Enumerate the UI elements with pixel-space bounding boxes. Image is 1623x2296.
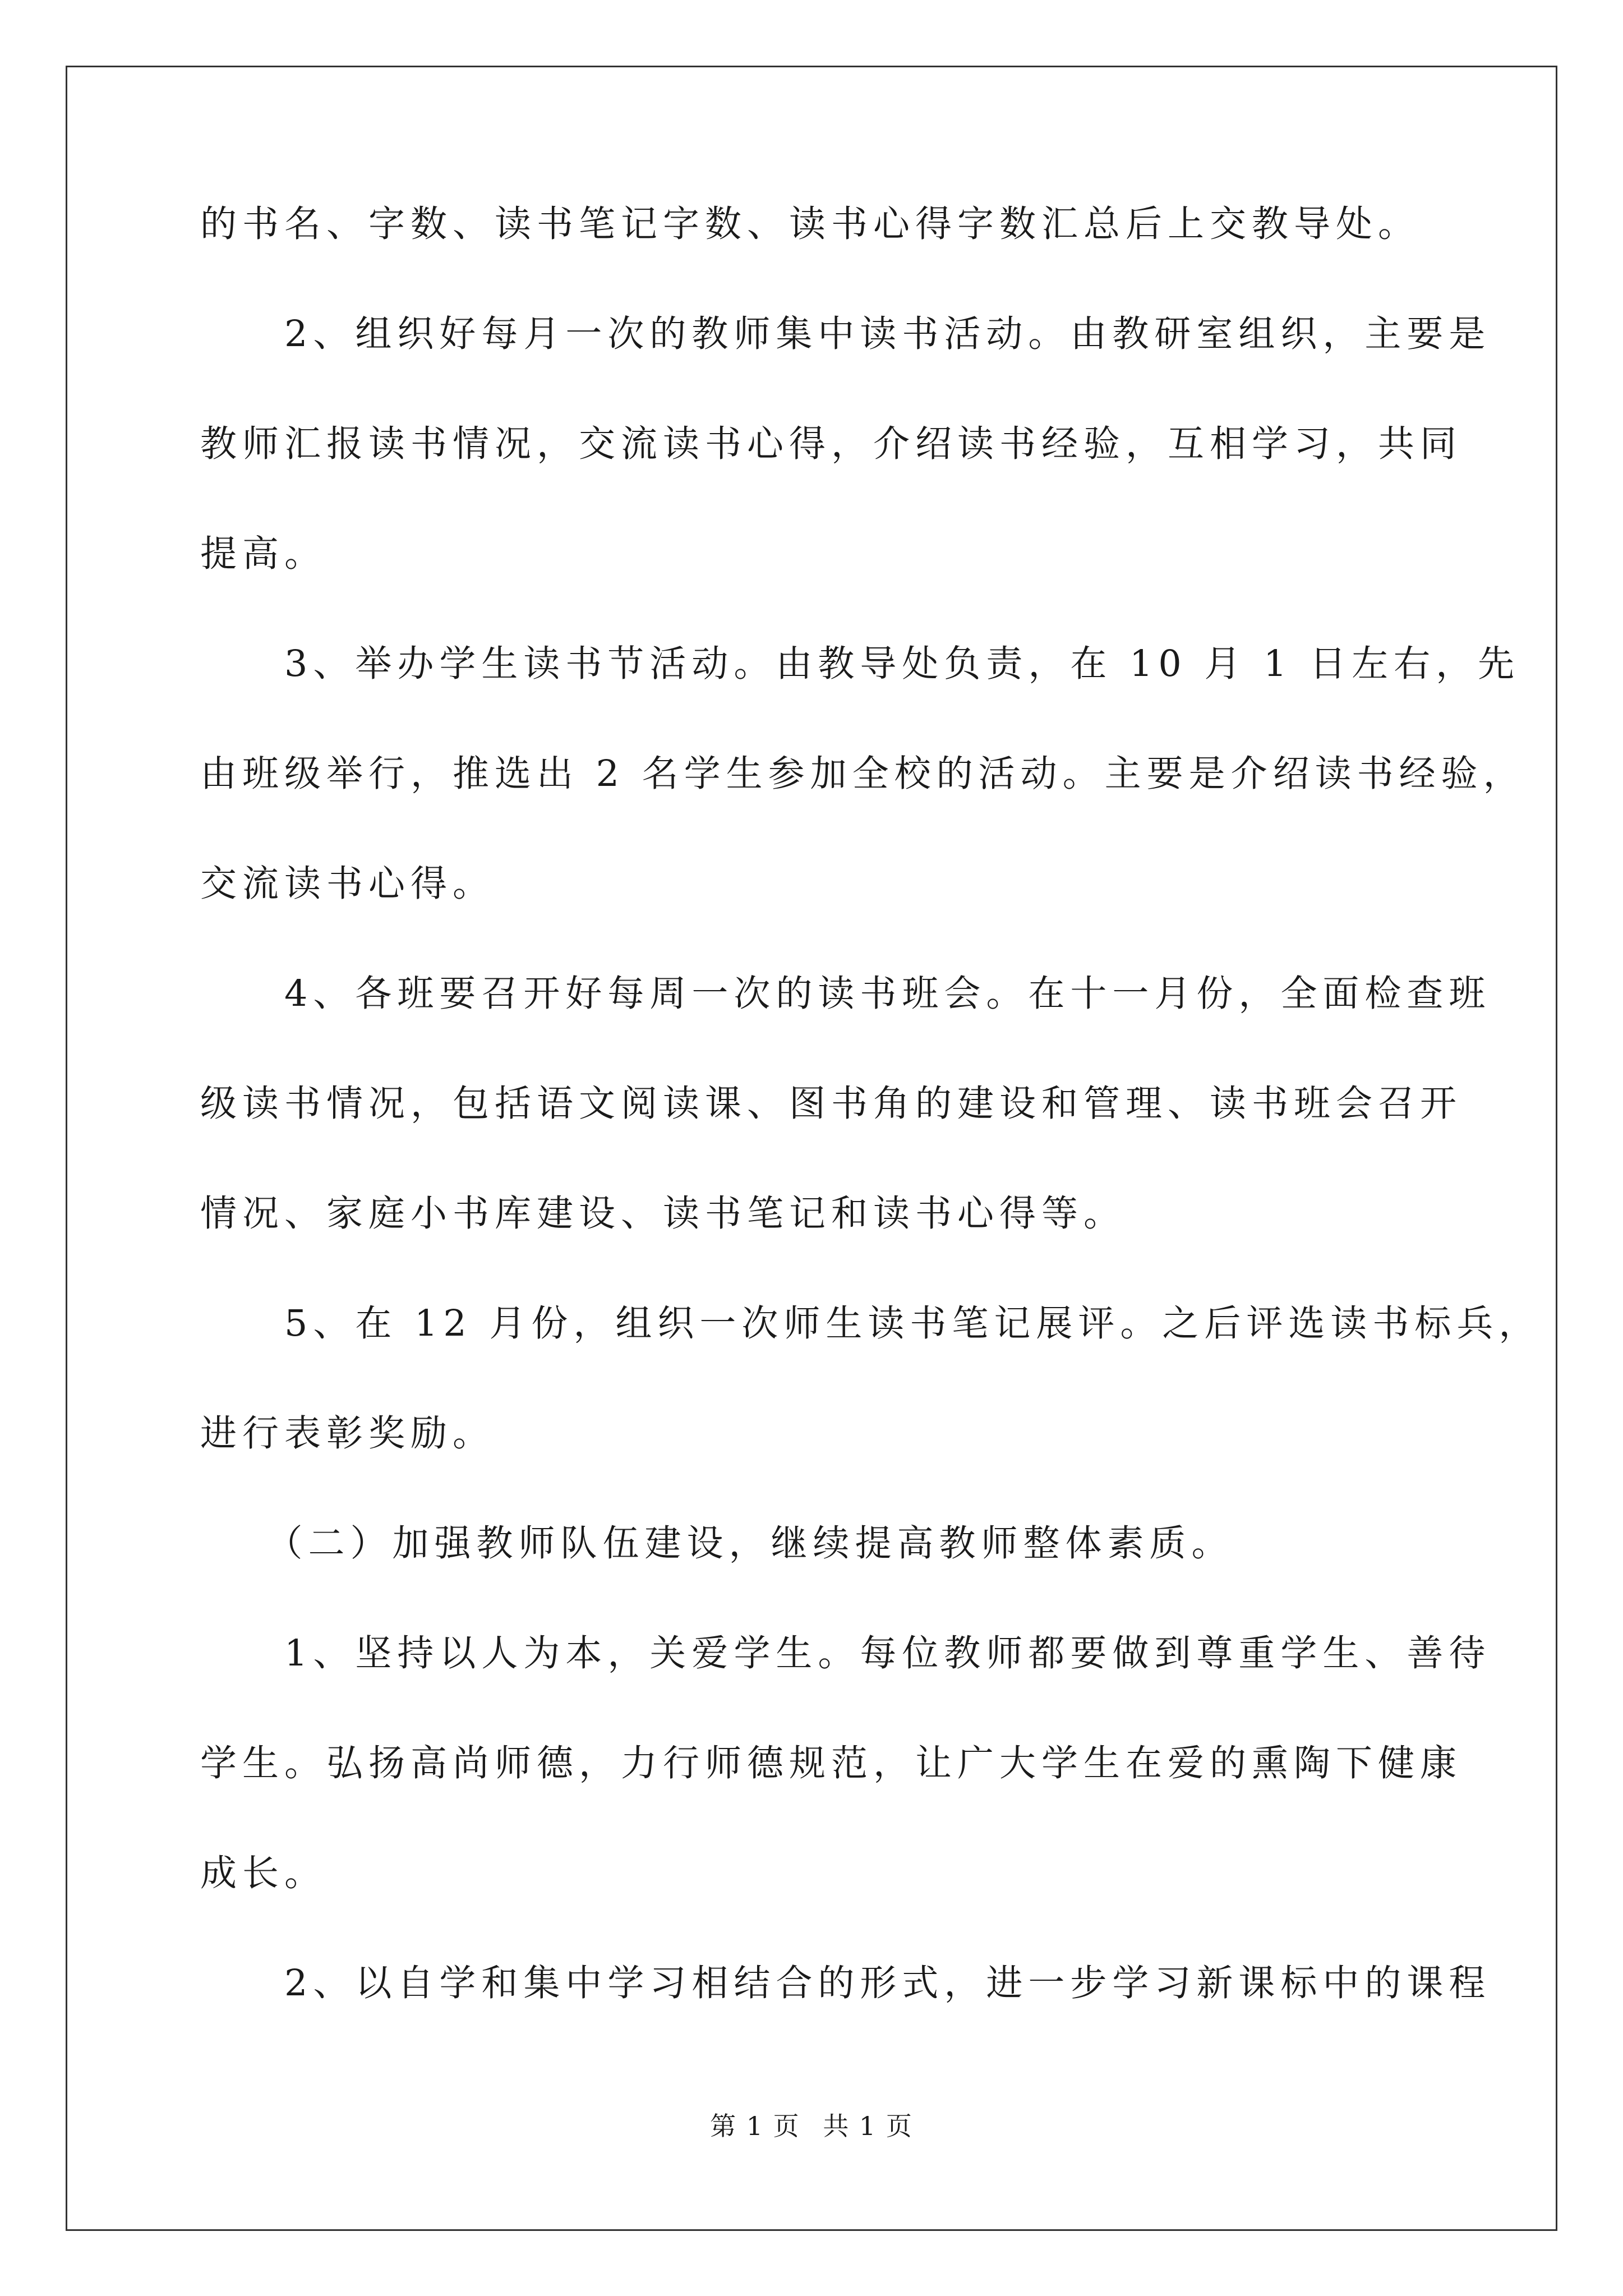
text-line: 5、在 12 月份，组织一次师生读书笔记展评。之后评选读书标兵， bbox=[200, 1303, 1541, 1345]
page-border bbox=[66, 66, 1557, 2231]
text-line: 教师汇报读书情况，交流读书心得，介绍读书经验，互相学习，共同 bbox=[200, 423, 1463, 465]
text-line: （二）加强教师队伍建设，继续提高教师整体素质。 bbox=[200, 1522, 1234, 1565]
text-line: 1、坚持以人为本，关爱学生。每位教师都要做到尊重学生、善待 bbox=[200, 1632, 1491, 1674]
text-line: 2、组织好每月一次的教师集中读书活动。由教研室组织，主要是 bbox=[200, 313, 1491, 355]
text-line: 交流读书心得。 bbox=[200, 863, 495, 905]
text-line: 成长。 bbox=[200, 1852, 327, 1894]
page-footer bbox=[0, 2109, 1623, 2143]
text-line: 的书名、字数、读书笔记字数、读书心得字数汇总后上交教导处。 bbox=[200, 203, 1421, 245]
text-line: 4、各班要召开好每周一次的读书班会。在十一月份，全面检查班 bbox=[200, 973, 1491, 1015]
text-line: 由班级举行，推选出 2 名学生参加全校的活动。主要是介绍读书经验， bbox=[200, 753, 1525, 795]
text-line: 2、以自学和集中学习相结合的形式，进一步学习新课标中的课程 bbox=[200, 1962, 1491, 2004]
text-line: 提高。 bbox=[200, 533, 327, 575]
text-line: 3、举办学生读书节活动。由教导处负责，在 10 月 1 日左右，先 bbox=[200, 643, 1520, 685]
text-line: 级读书情况，包括语文阅读课、图书角的建设和管理、读书班会召开 bbox=[200, 1083, 1463, 1125]
page-total: 共 1 页 bbox=[823, 2111, 913, 2141]
page-number: 第 1 页 bbox=[710, 2111, 800, 2141]
text-line: 情况、家庭小书库建设、读书笔记和读书心得等。 bbox=[200, 1193, 1126, 1235]
text-line: 进行表彰奖励。 bbox=[200, 1412, 495, 1455]
text-line: 学生。弘扬高尚师德，力行师德规范，让广大学生在爱的熏陶下健康 bbox=[200, 1742, 1463, 1784]
